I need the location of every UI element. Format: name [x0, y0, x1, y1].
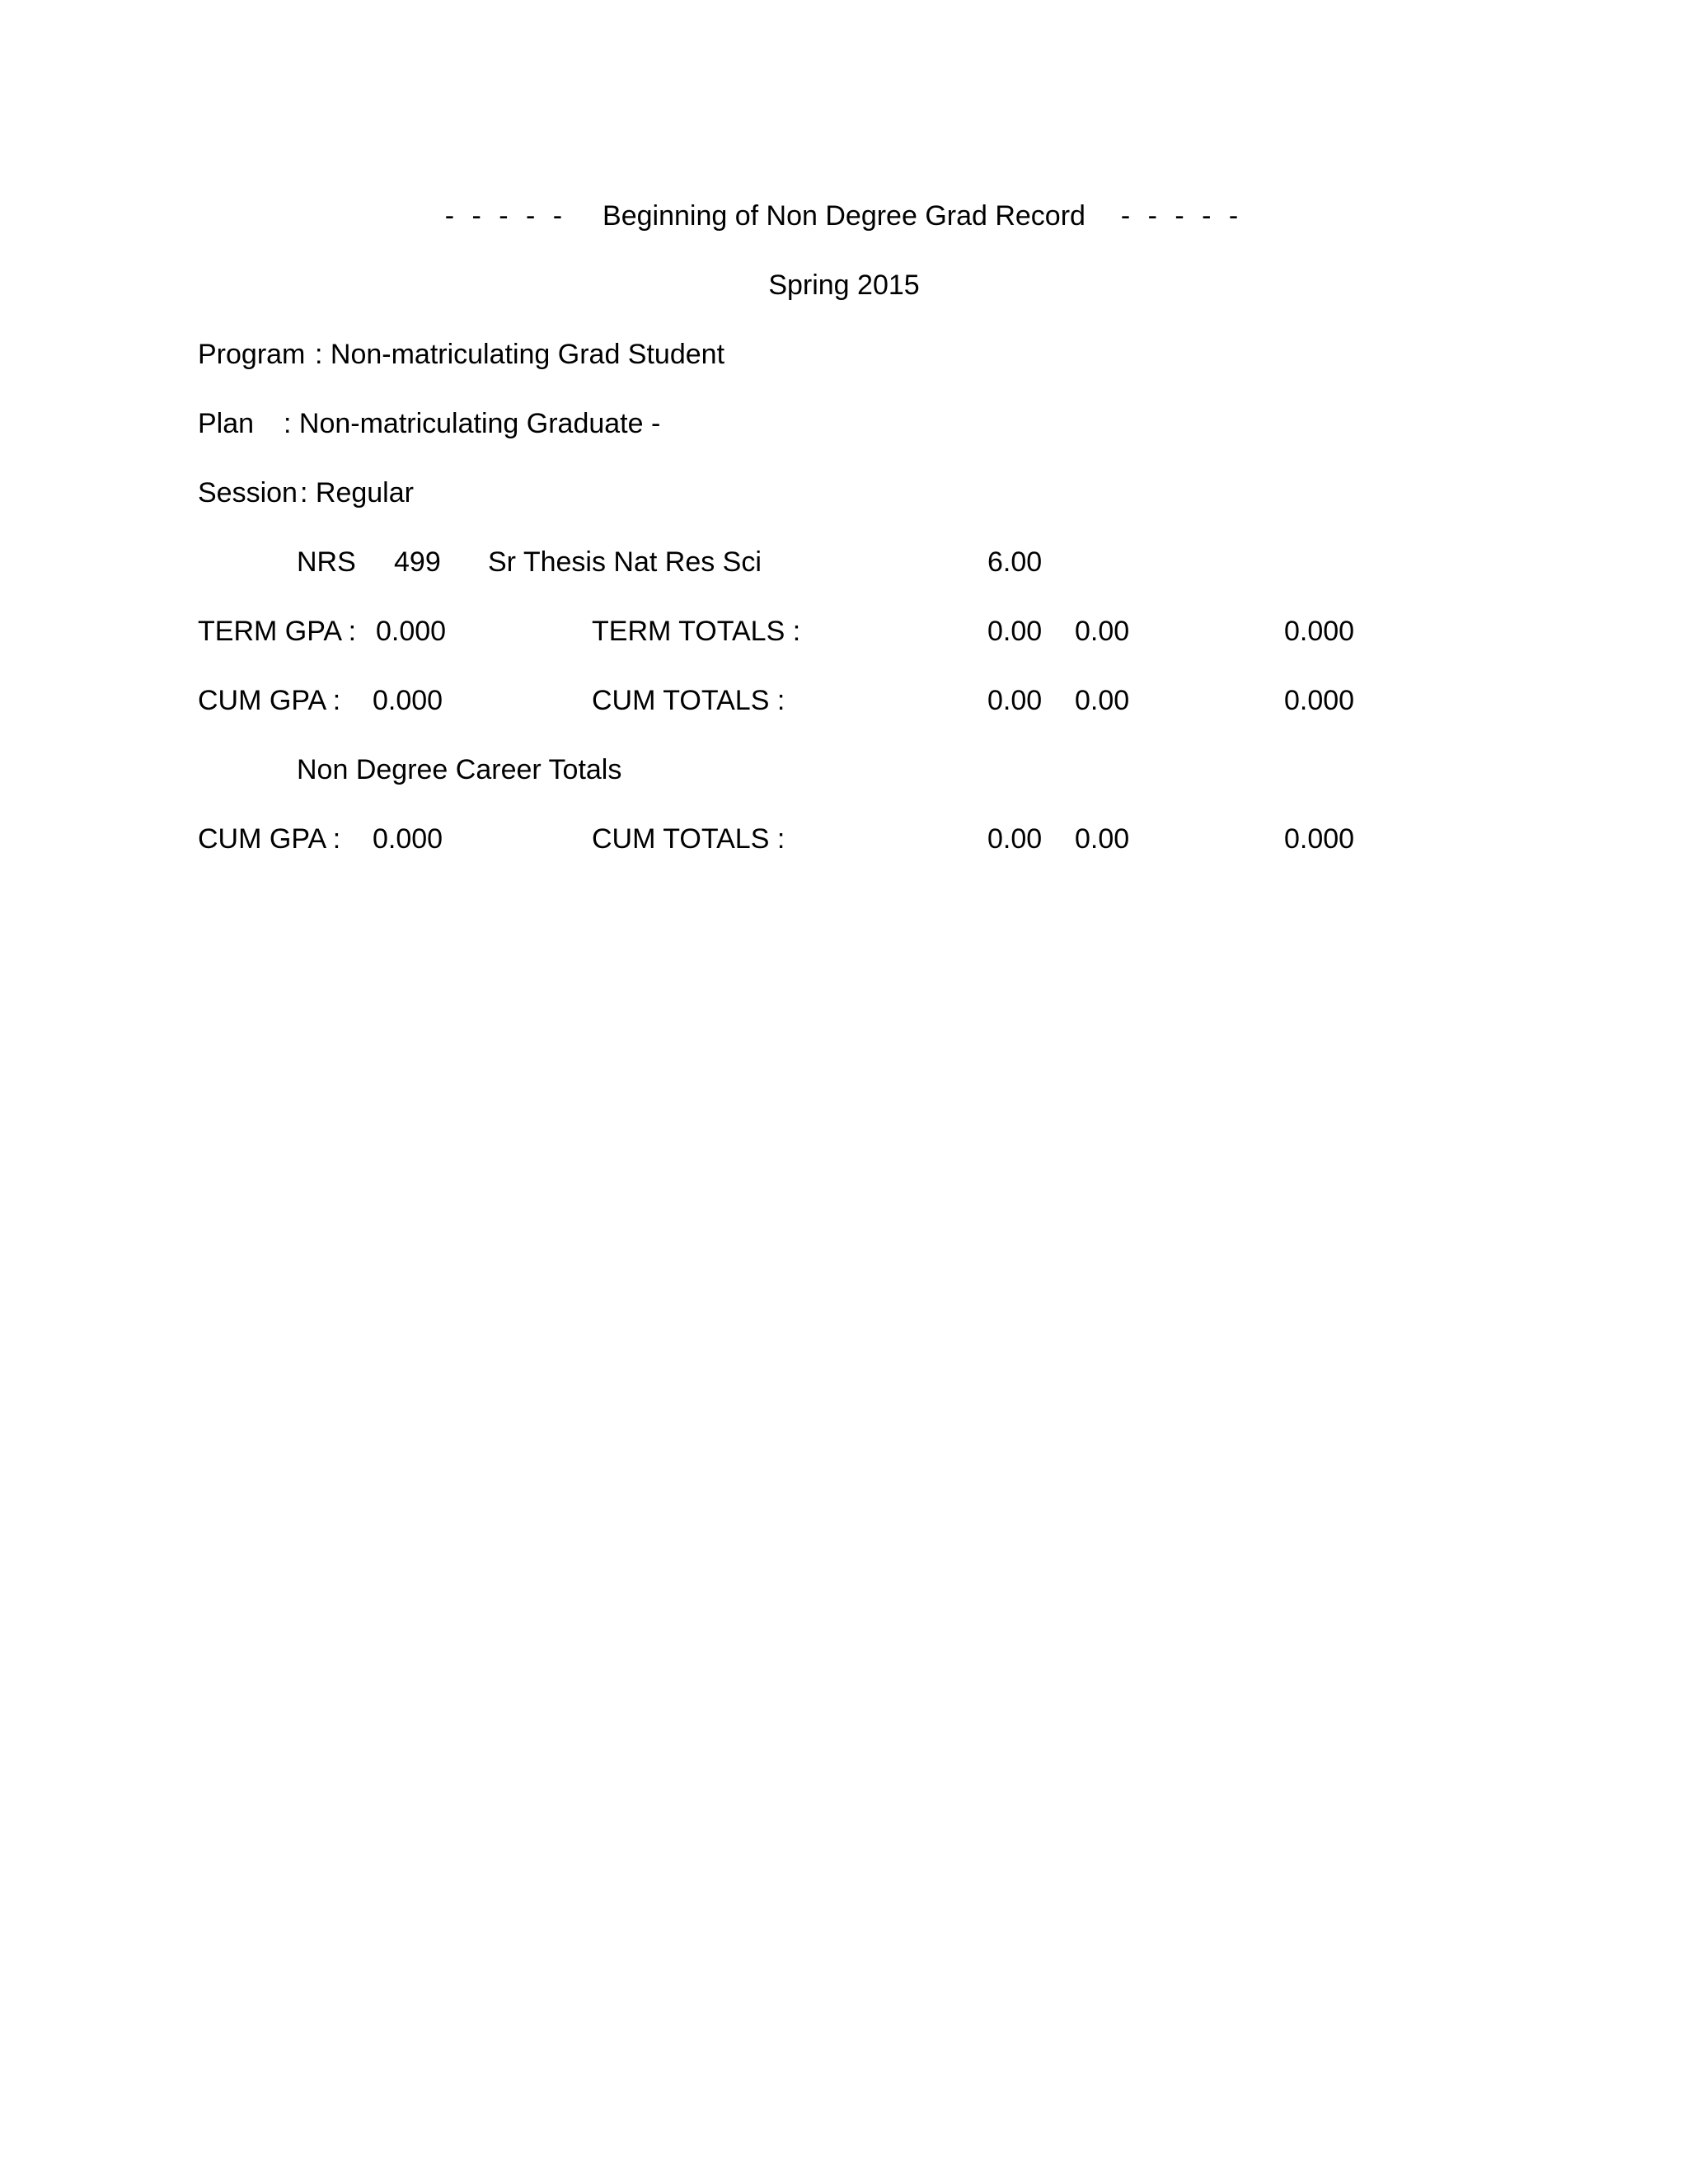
cum-totals-value-1: 0.00	[987, 685, 1043, 716]
cum-gpa-label: CUM GPA :	[198, 685, 341, 716]
term-gpa-label: TERM GPA :	[198, 616, 357, 647]
cum-gpa-value: 0.000	[373, 685, 443, 716]
header-dashes-left: - - - - -	[444, 200, 568, 232]
course-title: Sr Thesis Nat Res Sci	[488, 546, 762, 578]
career-totals-value-1: 0.00	[987, 823, 1043, 855]
course-subject: NRS	[297, 546, 356, 578]
program-label: Program	[198, 339, 306, 370]
career-totals-heading: Non Degree Career Totals	[297, 754, 622, 785]
career-totals-value-2: 0.00	[1075, 823, 1130, 855]
record-title: Beginning of Non Degree Grad Record	[603, 200, 1085, 232]
career-gpa-value: 0.000	[373, 823, 443, 855]
record-header	[0, 199, 1688, 232]
program-value: : Non-matriculating Grad Student	[315, 339, 725, 370]
cum-totals-value-3: 0.000	[1284, 685, 1355, 716]
plan-label: Plan	[198, 408, 255, 439]
term-totals-value-3: 0.000	[1284, 616, 1355, 647]
course-units: 6.00	[987, 546, 1043, 578]
term-heading: Spring 2015	[768, 269, 920, 301]
term-totals-value-2: 0.00	[1075, 616, 1130, 647]
career-gpa-label: CUM GPA :	[198, 823, 341, 855]
header-dashes-right: - - - - -	[1120, 200, 1244, 232]
session-value: : Regular	[300, 477, 414, 509]
term-gpa-value: 0.000	[376, 616, 447, 647]
session-label: Session	[198, 477, 298, 509]
career-totals-label: CUM TOTALS :	[592, 823, 785, 855]
career-totals-value-3: 0.000	[1284, 823, 1355, 855]
cum-totals-value-2: 0.00	[1075, 685, 1130, 716]
course-number: 499	[394, 546, 441, 578]
plan-value: : Non-matriculating Graduate -	[284, 408, 661, 439]
cum-totals-label: CUM TOTALS :	[592, 685, 785, 716]
term-totals-label: TERM TOTALS :	[592, 616, 801, 647]
term-totals-value-1: 0.00	[987, 616, 1043, 647]
